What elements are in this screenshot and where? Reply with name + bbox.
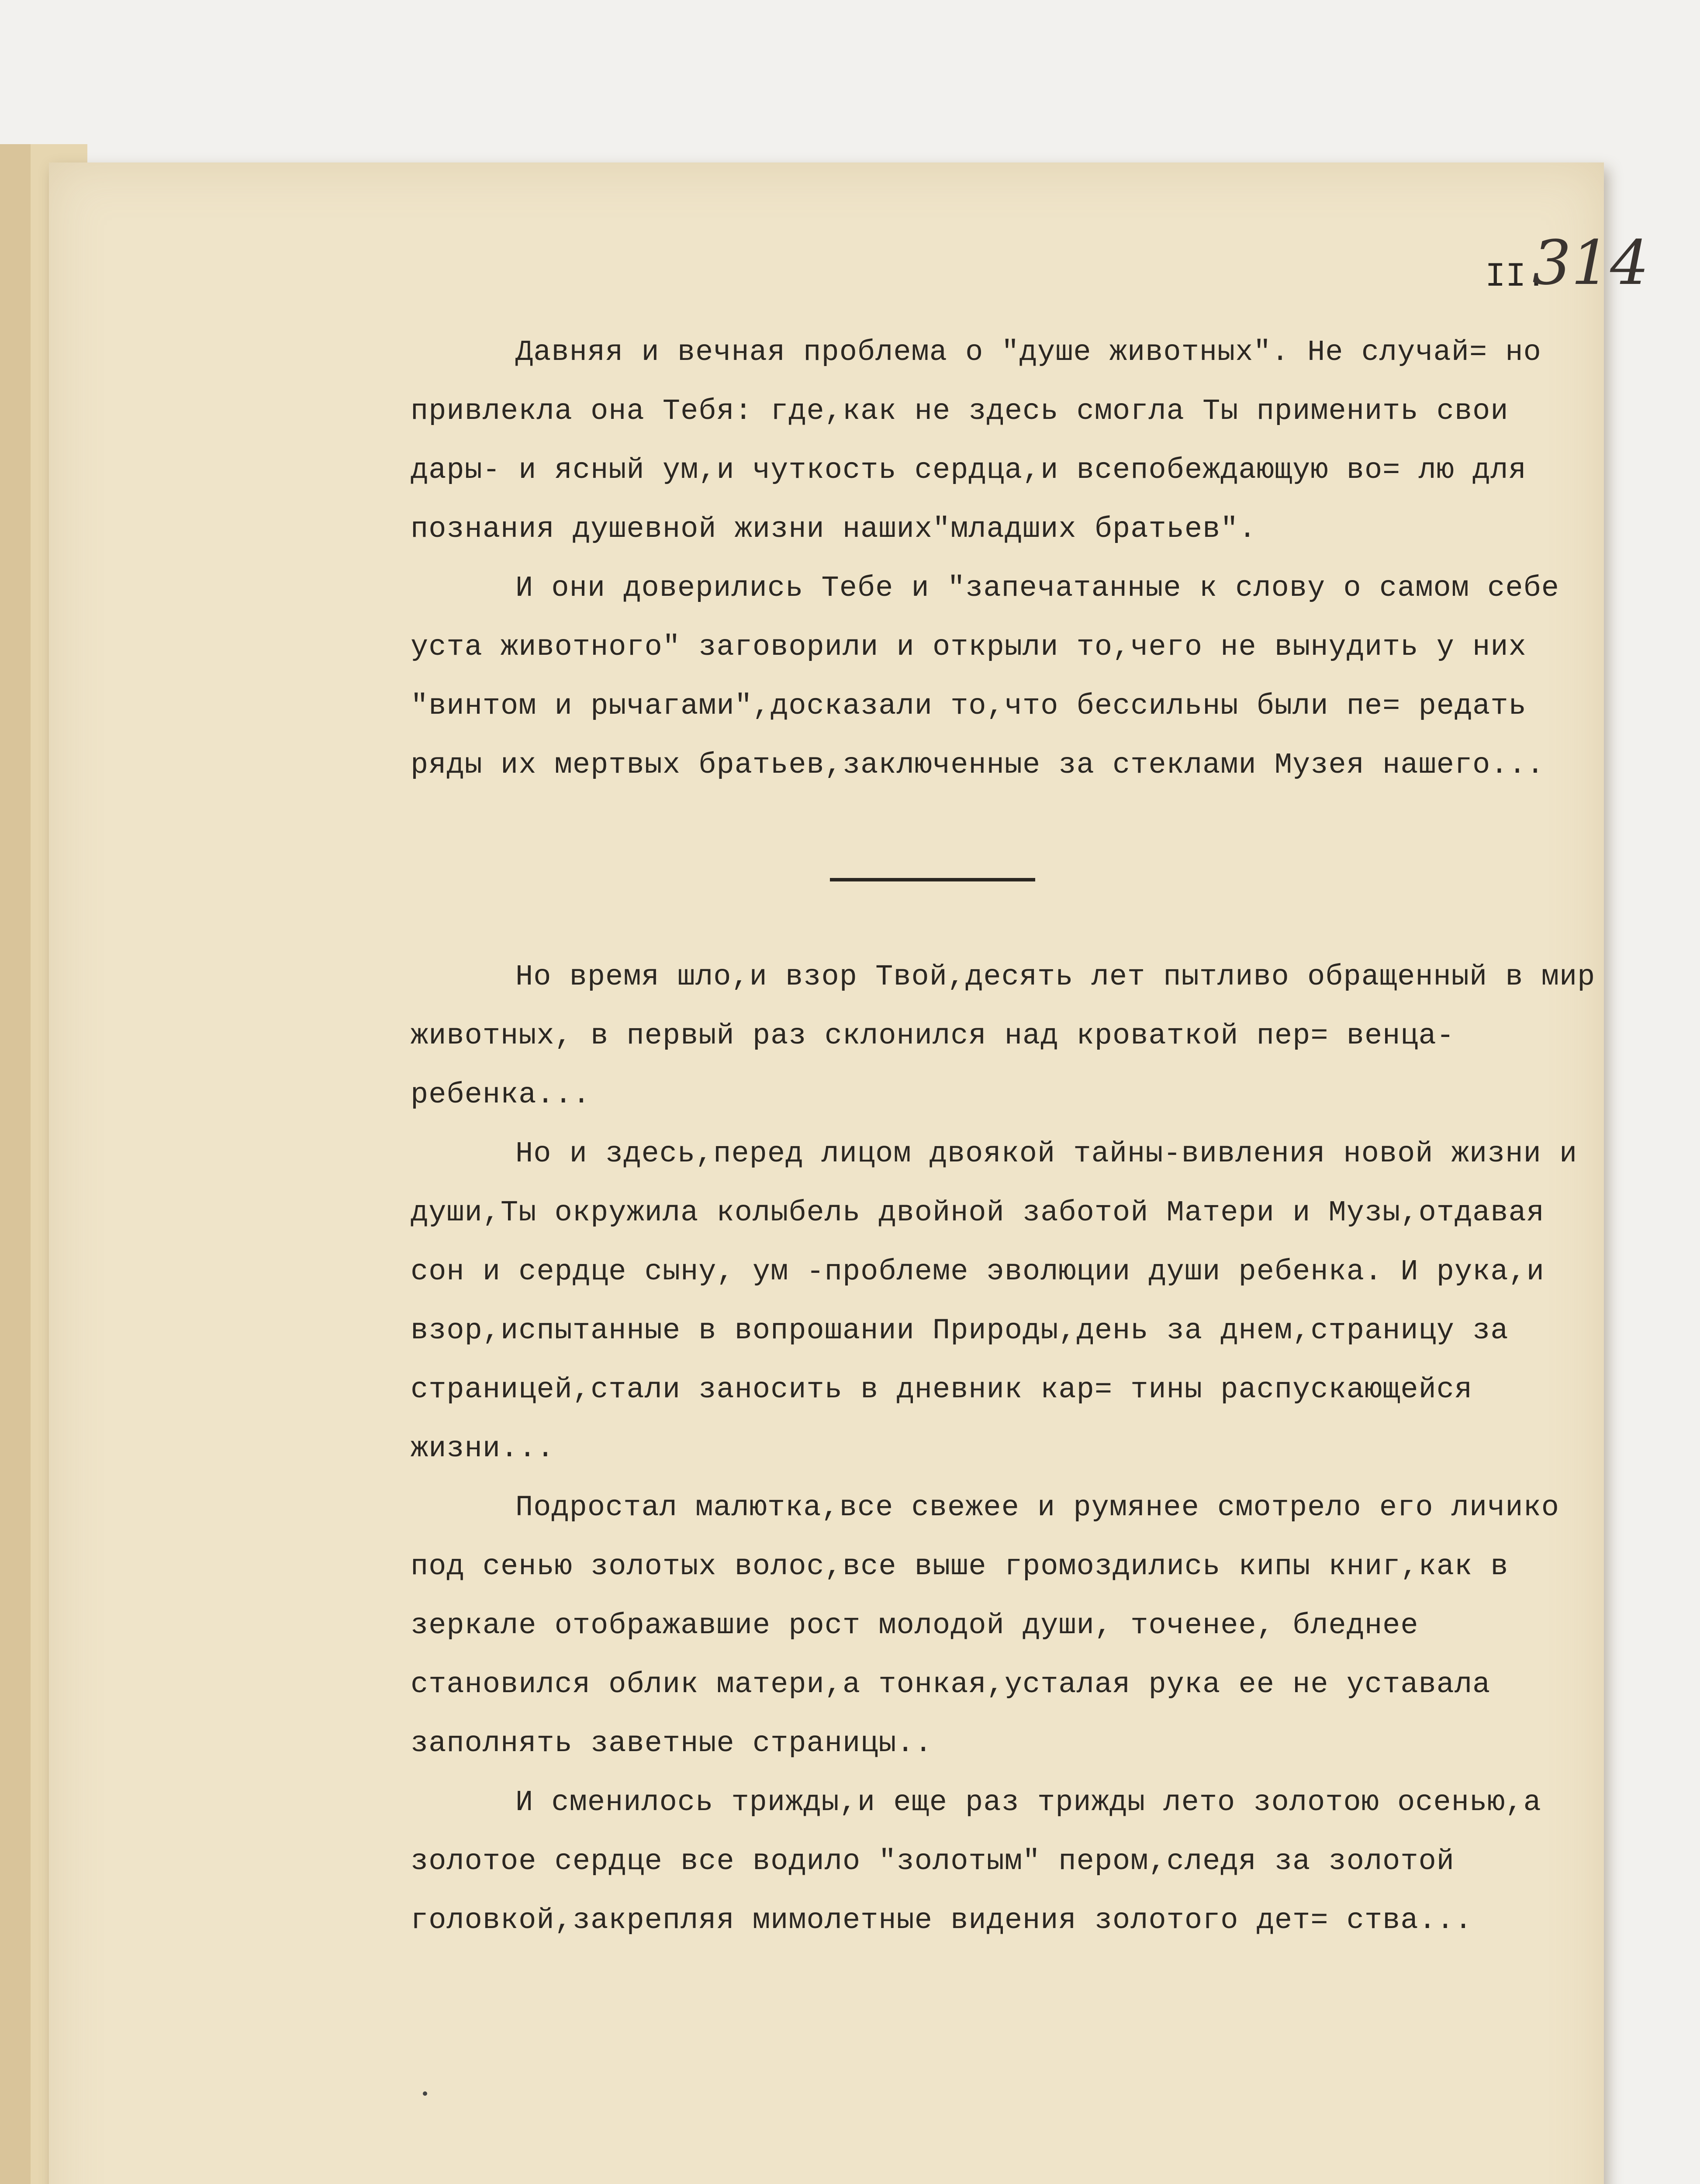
paragraph: И сменилось трижды,и еще раз трижды лето золотою осенью,а золотое сердце все водило "золотым" пером,следя за золотой головкой,закрепляя мимолетные видения золотого дет= ства...	[411, 1786, 1559, 1937]
paragraph: И они доверились Тебе и "запечатанные к слову о самом себе уста животного" заговорили и открыли то,чего не вынудить у них "винтом и рычагами",досказали то,что бессильны были пе= редать ряды их мертвых братьев,заключенные за стеклами Музея нашего...	[411, 572, 1578, 782]
ink-dot	[423, 2091, 427, 2096]
binding-shadow	[0, 144, 31, 2184]
paragraph: Подростал малютка,все свежее и румянее смотрело его личико под сенью золотых волос,все выше громоздились кипы книг,как в зеркале отображавшие рост молодой души, точенее, бледнее становился облик матери,а тонкая,усталая рука ее не уставала заполнять заветные страницы..	[411, 1491, 1578, 1760]
section-2-text	[411, 948, 1616, 1950]
handwritten-page-number	[1529, 218, 1649, 301]
paragraph: Давняя и вечная проблема о "душе животных". Не случай= но привлекла она Тебя: где,как не здесь смогла Ты применить свои дары- и ясный ум,и чуткость сердца,и всепобеждающую во= лю для познания душевной жизни наших"младших братьев".	[411, 336, 1559, 546]
paragraph: Но и здесь,перед лицом двоякой тайны-вивления новой жизни и души,Ты окружила колыбель двойной заботой Матери и Музы,отдавая сон и сердце сыну, ум -проблеме эволюции души ребенка. И рука,и взор,испытанные в вопрошании Природы,день за днем,страницу за страницей,стали заносить в дневник кар= тины распускающейся жизни...	[411, 1137, 1596, 1465]
page-number: II.	[1485, 258, 1547, 296]
section-1-text	[411, 323, 1616, 795]
svg-text:314: 314	[1532, 228, 1649, 299]
section-separator	[830, 878, 1035, 881]
paragraph: Но время шло,и взор Твой,десять лет пытливо обращенный в мир животных, в первый раз склонился над кроваткой пер= венца-ребенка...	[411, 961, 1614, 1112]
